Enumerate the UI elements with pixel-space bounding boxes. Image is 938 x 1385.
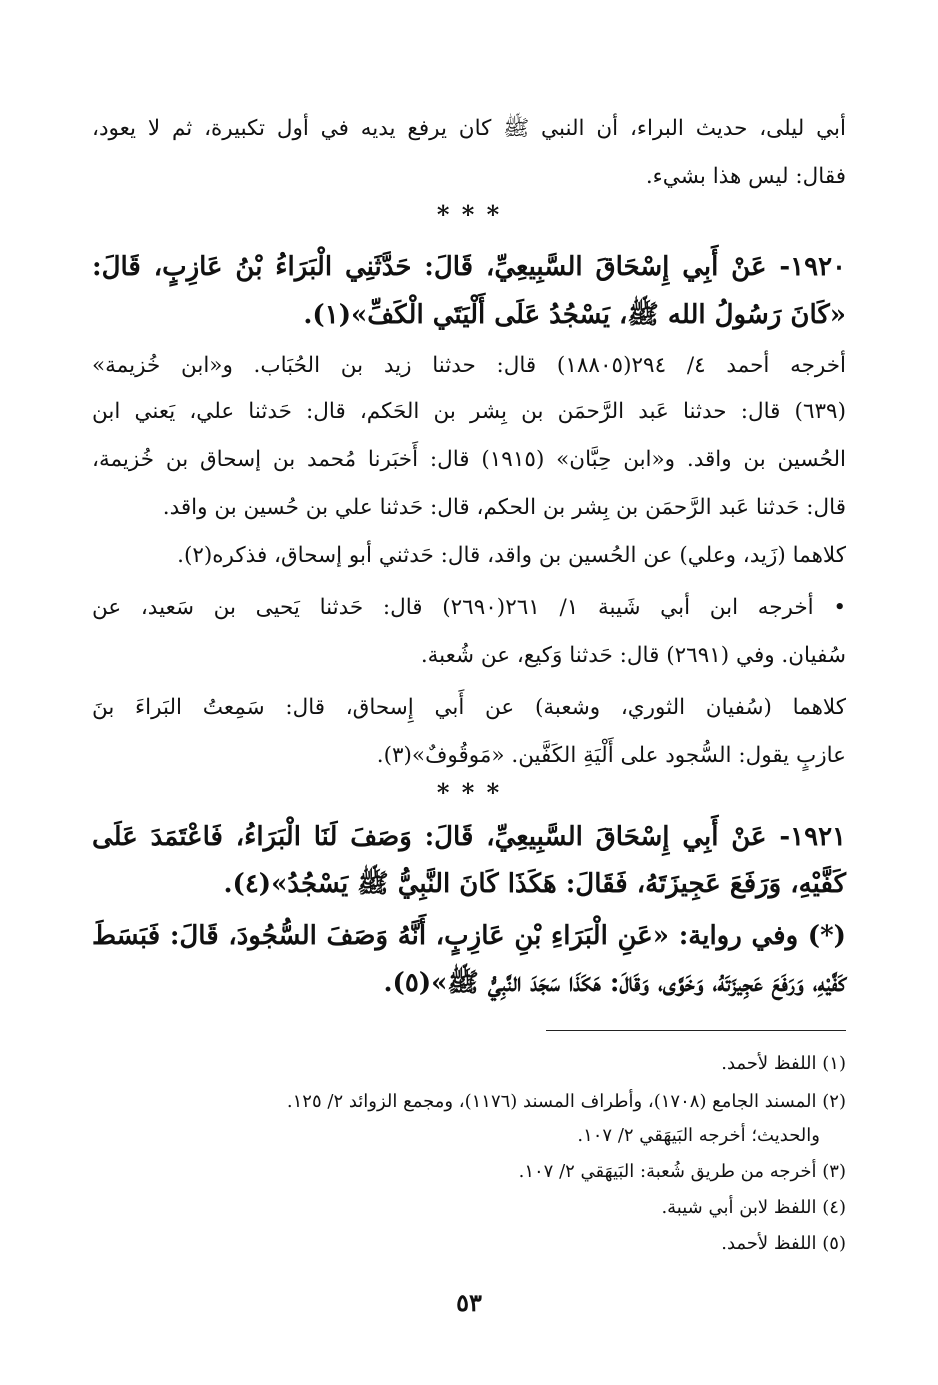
hadith-1921-variant-line-2: كَفَّيْهِ، وَرَفَعَ عَجِيزَتَهُ، وَخَوَّى، وَقَالَ: هَكَذَا سَجَدَ النَّبِيُّ ﷺ»(٥). [383,968,846,998]
text-line: أبي ليلى، حديث البراء، أن النبي ﷺ كان يرفع يديه في أول تكبيرة، ثم لا يعود، [92,116,846,141]
hadith-1920-line-2: «كَانَ رَسُولُ الله ﷺ، يَسْجُدُ عَلَى أَلْيَتَي الْكَفِّ»(١). [303,300,846,330]
takhrij-line: (٦٣٩) قال: حدثنا عَبد الرَّحمَن بن بِشر بن الحَكم، قال: حَدثنا علي، يَعني ابن [92,399,846,424]
takhrij-line: الحُسين بن واقد. و«ابن حِبَّان» (١٩١٥) قال: أَخبَرنا مُحمد بن إسحاق بن خُزيمة، [92,447,846,472]
text-line: فقال: ليس هذا بشيء. [645,164,846,189]
takhrij-line: كلاهما (سُفيان الثوري، وشعبة) عن أَبي إِسحاق، قال: سَمِعتُ البَراءَ بنَ [92,695,846,720]
footnote-separator [546,1030,846,1031]
footnote-4: (٤) اللفظ لابن أبي شيبة. [661,1197,846,1218]
hadith-1920-line-1: ١٩٢٠- عَنْ أَبِي إِسْحَاقَ السَّبِيعِيِّ، قَالَ: حَدَّثَنِي الْبَرَاءُ بْنُ عَازِبٍ، قَالَ: [92,252,846,282]
footnote-5: (٥) اللفظ لأحمد. [721,1233,846,1254]
hadith-1921-line-2: كَفَّيْهِ، وَرَفَعَ عَجِيزَتَهُ، فَقَالَ: هَكَذَا كَانَ النَّبِيُّ ﷺ يَسْجُدُ»(٤). [223,869,846,899]
takhrij-line: عازبٍ يقول: السُّجود على أَلْيَةِ الكَفَّين. «مَوقُوفٌ»(٣). [376,743,846,768]
footnote-3: (٣) أخرجه من طريق شُعبة: البَيهَقي ٢/ ١٠٧. [518,1161,846,1182]
footnote-1: (١) اللفظ لأحمد. [721,1053,846,1074]
footnote-2: (٢) المسند الجامع (١٧٠٨)، وأطراف المسند (١١٧٦)، ومجمع الزوائد ٢/ ١٢٥. [286,1091,846,1112]
takhrij-line: • أخرجه ابن أبي شَيبة ١/ ٢٦١(٢٦٩٠) قال: حَدثنا يَحيى بن سَعيد، عن [92,595,847,620]
hadith-1921-line-1: ١٩٢١- عَنْ أَبِي إِسْحَاقَ السَّبِيعِيِّ، قَالَ: وَصَفَ لَنَا الْبَرَاءُ، فَاعْتَمَدَ عَلَى [92,822,846,852]
takhrij-line: كلاهما (زَيد، وعلي) عن الحُسين بن واقد، قال: حَدثني أبو إسحاق، فذكره(٢). [177,543,846,568]
page-number: ٥٣ [456,1288,482,1317]
takhrij-line: سُفيان. وفي (٢٦٩١) قال: حَدثنا وَكيع، عن شُعبة. [420,643,846,668]
takhrij-line: قال: حَدثنا عَبد الرَّحمَن بن بِشر بن الحكم، قال: حَدثنا علي بن حُسين بن واقد. [162,495,846,520]
footnote-2-continued: والحديث؛ أخرجه البَيهَقي ٢/ ١٠٧. [577,1125,820,1146]
section-separator: * * * [436,200,502,229]
hadith-1921-variant-line-1: (*) وفي رواية: «عَنِ الْبَرَاءِ بْنِ عَازِبٍ، أَنَّهُ وَصَفَ السُّجُودَ، قَالَ: فَبَسَطَ [92,921,846,951]
takhrij-line: أخرجه أحمد ٤/ ٢٩٤(١٨٨٠٥) قال: حدثنا زيد بن الحُبَاب. و«ابن خُزيمة» [92,353,847,378]
section-separator: * * * [436,778,502,807]
